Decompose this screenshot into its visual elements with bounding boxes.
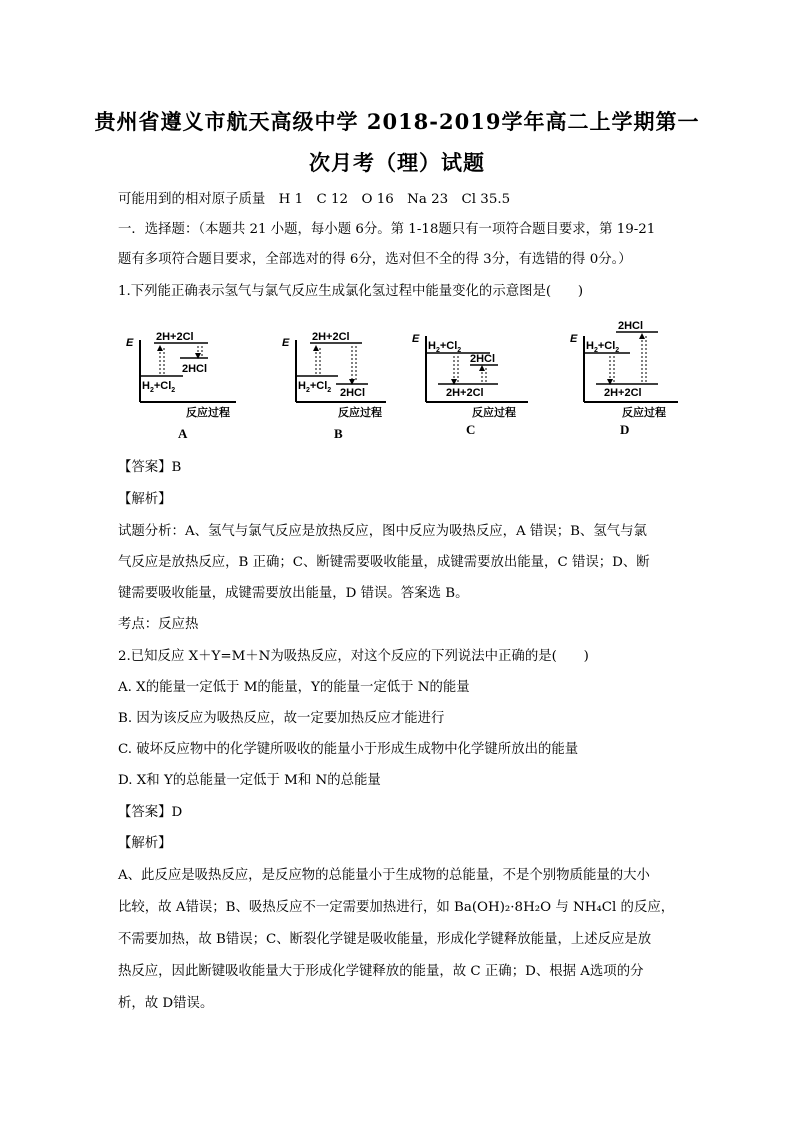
diagram-d — [570, 320, 678, 437]
diagram-b-level-h2cl2: $H_2+Cl_2$ — [298, 380, 332, 394]
diagram-c — [412, 333, 528, 437]
q2-analysis-label: 【解析】 — [118, 836, 172, 851]
diagram-a-level-h2cl2: $H_2+Cl_2$ — [142, 380, 176, 394]
diagram-c-level-h2cl2: $H_2+Cl_2$ — [428, 340, 462, 354]
diagram-b-axis-x: 反应过程 — [338, 407, 382, 419]
diagram-c-label: C — [466, 422, 476, 437]
diagram-a-label: A — [178, 426, 188, 441]
diagram-d-label: D — [620, 422, 630, 437]
q1-kaodian: 考点：反应热 — [118, 617, 199, 632]
diagram-d-axis-e: E — [570, 333, 578, 345]
diagram-a-level-hcl: 2HCl — [182, 363, 208, 375]
diagram-b-level-atoms: 2H+2Cl — [312, 331, 350, 343]
diagram-c-axis-e: E — [412, 333, 420, 345]
q2-option-c: C. 破坏反应物中的化学键所吸收的能量小于形成生成物中化学键所放出的能量 — [118, 742, 579, 757]
diagram-c-axis-x: 反应过程 — [472, 407, 516, 419]
diagram-b-label: B — [334, 426, 343, 441]
diagram-d-level-atoms: 2H+2Cl — [604, 387, 642, 399]
diagram-a-level-atoms: 2H+2Cl — [156, 331, 194, 343]
section-instructions-2: 题有多项符合题目要求，全部选对的得 6分，选对但不全的得 3分，有选错的得 0分。） — [118, 252, 632, 267]
question-1: 1.下列能正确表示氢气与氯气反应生成氯化氢过程中能量变化的示意图是( ) — [118, 284, 584, 299]
diagram-b-level-hcl: 2HCl — [340, 387, 366, 399]
atomic-masses: 可能用到的相对原子质量 H 1 C 12 O 16 Na 23 Cl 35.5 — [118, 192, 511, 207]
question-2: 2.已知反应 X＋Y=M＋N为吸热反应，对这个反应的下列说法中正确的是( ) — [118, 649, 589, 664]
energy-diagrams — [118, 318, 698, 448]
diagram-a-axis-x: 反应过程 — [186, 407, 230, 419]
section-instructions-1: 一．选择题：（本题共 21 小题，每小题 6分。第 1-18题只有一项符合题目要求，第 19-21 — [118, 222, 656, 237]
q1-answer: 【答案】B — [118, 460, 182, 475]
diagram-a-axis-e: E — [126, 337, 134, 349]
q2-option-b: B. 因为该反应为吸热反应，故一定要加热反应才能进行 — [118, 711, 445, 726]
diagram-a — [126, 331, 236, 441]
q2-analysis-line-4: 热反应，因此断键吸收能量大于形成化学键释放的能量，故 C 正确；D、根据 A选项的分 — [118, 964, 644, 979]
q2-analysis-line-3: 不需要加热，故 B错误；C、断裂化学键是吸收能量，形成化学键释放能量，上述反应是放 — [118, 932, 652, 947]
q2-analysis-line-5: 析，故 D错误。 — [118, 996, 214, 1011]
title-line-2: 次月考（理）试题 — [309, 150, 485, 175]
q1-analysis-line-2: 气反应是放热反应，B 正确；C、断键需要吸收能量，成键需要放出能量，C 错误；D、断 — [118, 555, 650, 570]
diagram-c-level-atoms: 2H+2Cl — [446, 387, 484, 399]
diagram-d-axis-x: 反应过程 — [622, 407, 666, 419]
diagram-b-axis-e: E — [282, 337, 290, 349]
title-line-1: 贵州省遵义市航天高级中学 2018-2019学年高二上学期第一 — [94, 109, 700, 134]
diagram-b — [282, 331, 386, 441]
diagram-d-level-hcl: 2HCl — [618, 320, 644, 332]
q2-analysis-line-2: 比较，故 A错误；B、吸热反应不一定需要加热进行，如 Ba(OH)₂·8H₂O 与 NH₄Cl 的反应， — [118, 900, 675, 915]
q1-analysis-label: 【解析】 — [118, 492, 172, 507]
q2-analysis-line-1: A、此反应是吸热反应，是反应物的总能量小于生成物的总能量，不是个别物质能量的大小 — [118, 868, 650, 883]
q2-option-d: D. X和 Y的总能量一定低于 M和 N的总能量 — [118, 773, 381, 788]
diagram-c-level-hcl: 2HCl — [470, 353, 496, 365]
q2-option-a: A. X的能量一定低于 M的能量，Y的能量一定低于 N的能量 — [118, 680, 470, 695]
q1-analysis-line-3: 键需要吸收能量，成键需要放出能量，D 错误。答案选 B。 — [118, 586, 469, 601]
diagram-d-level-h2cl2: $H_2+Cl_2$ — [586, 340, 620, 354]
q1-analysis-line-1: 试题分析：A、氢气与氯气反应是放热反应，图中反应为吸热反应，A 错误；B、氢气与氯 — [118, 524, 647, 539]
q2-answer: 【答案】D — [118, 805, 183, 820]
